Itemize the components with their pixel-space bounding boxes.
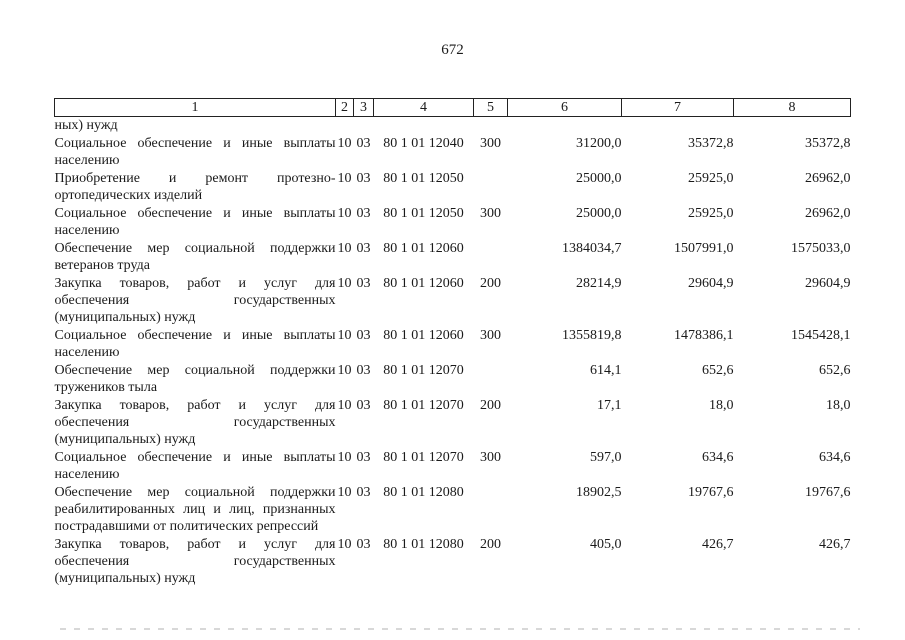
- subsection-code: 03: [356, 206, 371, 221]
- section-code: 10: [337, 171, 352, 186]
- table-row: [55, 326, 851, 361]
- column-header: 6: [508, 99, 622, 117]
- amount-col8: 18,0: [826, 398, 851, 413]
- amount-col8: 35372,8: [805, 136, 851, 151]
- target-article-code: 80 1 01 12060: [383, 241, 464, 256]
- subsection-code: 03: [356, 485, 371, 500]
- expense-type-code: [474, 169, 508, 204]
- subsection-code: 03: [356, 450, 371, 465]
- column-header: 7: [622, 99, 734, 117]
- scan-edge-noise: [60, 628, 860, 630]
- subsection-code: 03: [356, 171, 371, 186]
- target-article-code: 80 1 01 12070: [383, 363, 464, 378]
- table-row: [55, 169, 851, 204]
- amount-col7: 1507991,0: [674, 241, 734, 256]
- target-article-code: 80 1 01 12050: [383, 206, 464, 221]
- section-code: 10: [337, 450, 352, 465]
- expense-type-code: [474, 483, 508, 535]
- row-description: Закупка товаров, работ и услуг для обеспечения государственных (муниципальных) нужд: [54, 398, 336, 447]
- table-header-row: [55, 99, 851, 117]
- column-header: 4: [374, 99, 474, 117]
- section-code: 10: [337, 241, 352, 256]
- subsection-code: 03: [356, 328, 371, 343]
- amount-col6: 18902,5: [576, 485, 622, 500]
- subsection-code: 03: [356, 363, 371, 378]
- target-article-code: 80 1 01 12080: [383, 485, 464, 500]
- expense-type-code: [474, 239, 508, 274]
- section-code: 10: [337, 328, 352, 343]
- budget-table: [54, 98, 851, 587]
- column-header: 1: [55, 99, 336, 117]
- amount-col6: 1384034,7: [562, 241, 622, 256]
- expense-type-code: 300: [480, 328, 501, 343]
- subsection-code: 03: [356, 398, 371, 413]
- amount-col7: 1478386,1: [674, 328, 734, 343]
- amount-col8: 29604,9: [805, 276, 851, 291]
- amount-col7: 634,6: [702, 450, 734, 465]
- amount-col8: 426,7: [819, 537, 851, 552]
- amount-col8: 19767,6: [805, 485, 851, 500]
- expense-type-code: 300: [480, 450, 501, 465]
- section-code: 10: [337, 136, 352, 151]
- row-description: Социальное обеспечение и иные выплаты населению: [54, 328, 336, 360]
- row-description: ных) нужд: [54, 118, 118, 133]
- target-article-code: 80 1 01 12050: [383, 171, 464, 186]
- amount-col6: 597,0: [590, 450, 622, 465]
- amount-col7: 29604,9: [688, 276, 734, 291]
- row-description: Социальное обеспечение и иные выплаты населению: [54, 450, 336, 482]
- expense-type-code: 200: [480, 537, 501, 552]
- table-row: [55, 535, 851, 587]
- amount-col6: [508, 117, 622, 135]
- row-description: Социальное обеспечение и иные выплаты населению: [54, 136, 336, 168]
- target-article-code: 80 1 01 12060: [383, 328, 464, 343]
- table-row: [55, 274, 851, 326]
- amount-col6: 17,1: [597, 398, 622, 413]
- table-row: [55, 396, 851, 448]
- section-code: [336, 117, 354, 135]
- amount-col8: [734, 117, 851, 135]
- amount-col7: 19767,6: [688, 485, 734, 500]
- amount-col8: 26962,0: [805, 171, 851, 186]
- table-row: [55, 239, 851, 274]
- table-row: [55, 117, 851, 135]
- target-article-code: 80 1 01 12070: [383, 398, 464, 413]
- amount-col7: 426,7: [702, 537, 734, 552]
- expense-type-code: 300: [480, 206, 501, 221]
- subsection-code: 03: [356, 241, 371, 256]
- subsection-code: [354, 117, 374, 135]
- expense-type-code: 300: [480, 136, 501, 151]
- column-header: 3: [354, 99, 374, 117]
- amount-col8: 1545428,1: [791, 328, 851, 343]
- amount-col7: 18,0: [709, 398, 734, 413]
- amount-col6: 1355819,8: [562, 328, 622, 343]
- expense-type-code: [474, 117, 508, 135]
- table-row: [55, 361, 851, 396]
- section-code: 10: [337, 363, 352, 378]
- table-row: [55, 448, 851, 483]
- table-row: [55, 134, 851, 169]
- amount-col7: 25925,0: [688, 206, 734, 221]
- amount-col6: 25000,0: [576, 206, 622, 221]
- row-description: Обеспечение мер социальной поддержки ветеранов труда: [54, 241, 336, 273]
- section-code: 10: [337, 398, 352, 413]
- amount-col6: 405,0: [590, 537, 622, 552]
- row-description: Обеспечение мер социальной поддержки реабилитированных лиц и лиц, признанных пострадавшими от политических репрессий: [54, 485, 336, 534]
- amount-col8: 1575033,0: [791, 241, 851, 256]
- amount-col6: 614,1: [590, 363, 622, 378]
- section-code: 10: [337, 537, 352, 552]
- amount-col6: 25000,0: [576, 171, 622, 186]
- budget-table-container: [54, 98, 850, 587]
- target-article-code: 80 1 01 12060: [383, 276, 464, 291]
- row-description: Приобретение и ремонт протезно-ортопедических изделий: [54, 171, 336, 203]
- row-description: Социальное обеспечение и иные выплаты населению: [54, 206, 336, 238]
- amount-col8: 652,6: [819, 363, 851, 378]
- table-row: [55, 483, 851, 535]
- target-article-code: 80 1 01 12080: [383, 537, 464, 552]
- amount-col7: 652,6: [702, 363, 734, 378]
- row-description: Обеспечение мер социальной поддержки тружеников тыла: [54, 363, 336, 395]
- expense-type-code: 200: [480, 398, 501, 413]
- amount-col7: [622, 117, 734, 135]
- amount-col6: 31200,0: [576, 136, 622, 151]
- section-code: 10: [337, 485, 352, 500]
- column-header: 8: [734, 99, 851, 117]
- table-row: [55, 204, 851, 239]
- amount-col8: 26962,0: [805, 206, 851, 221]
- amount-col7: 25925,0: [688, 171, 734, 186]
- amount-col6: 28214,9: [576, 276, 622, 291]
- expense-type-code: [474, 361, 508, 396]
- column-header: 5: [474, 99, 508, 117]
- amount-col8: 634,6: [819, 450, 851, 465]
- column-header: 2: [336, 99, 354, 117]
- target-article-code: [374, 117, 474, 135]
- row-description: Закупка товаров, работ и услуг для обеспечения государственных (муниципальных) нужд: [54, 537, 336, 586]
- subsection-code: 03: [356, 136, 371, 151]
- target-article-code: 80 1 01 12040: [383, 136, 464, 151]
- expense-type-code: 200: [480, 276, 501, 291]
- amount-col7: 35372,8: [688, 136, 734, 151]
- section-code: 10: [337, 276, 352, 291]
- subsection-code: 03: [356, 537, 371, 552]
- row-description: Закупка товаров, работ и услуг для обеспечения государственных (муниципальных) нужд: [54, 276, 336, 325]
- section-code: 10: [337, 206, 352, 221]
- page-number: 672: [441, 42, 464, 58]
- subsection-code: 03: [356, 276, 371, 291]
- target-article-code: 80 1 01 12070: [383, 450, 464, 465]
